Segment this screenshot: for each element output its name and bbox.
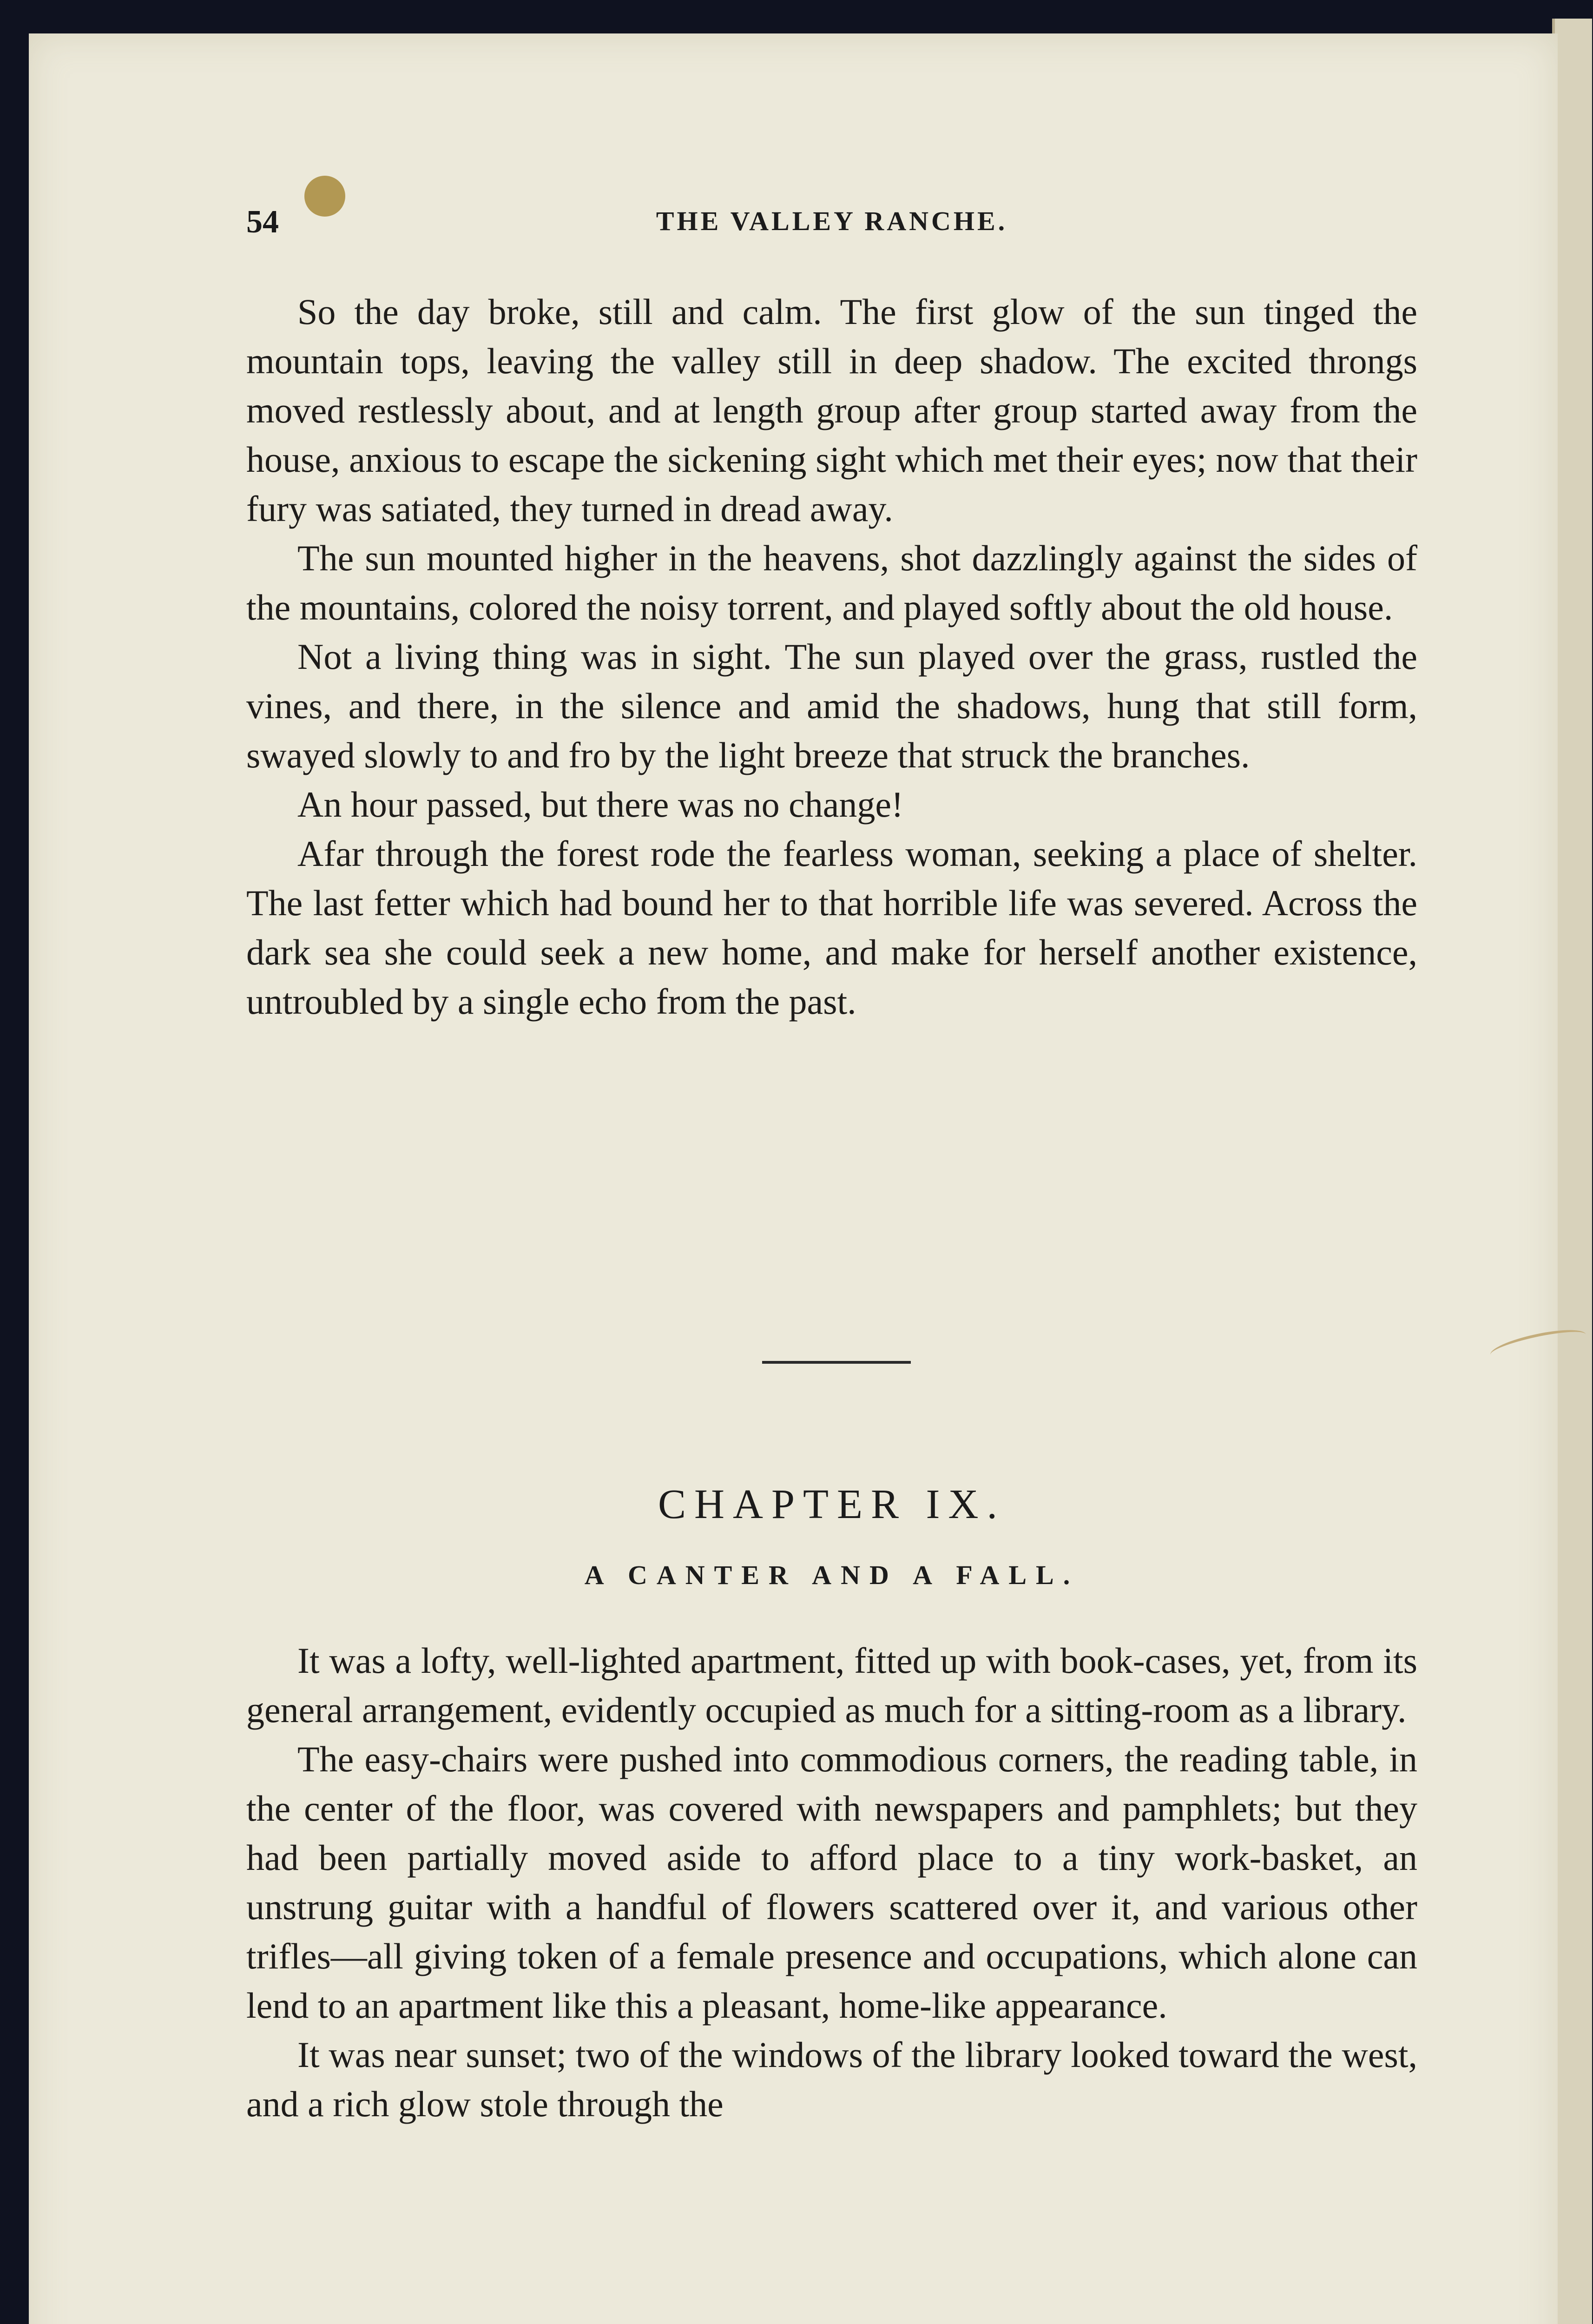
paragraph: So the day broke, still and calm. The first glow of the sun tinged the mountain tops, leaving the valley still in deep shadow. The excited throngs moved restlessly about, and at length group after group started away from the house, anxious to escape the sickening sight which met their eyes; now that their fury was satiated, they turned in dread away. [246,291,1417,529]
paragraph: It was a lofty, well-lighted apartment, fitted up with book-cases, yet, from its general arrangement, evidently occupied as much for a sitting-room as a library. [246,1640,1417,1730]
paragraph: It was near sunset; two of the windows of the library looked toward the west, and a rich glow stole through the [246,2034,1417,2124]
page-header [246,195,1417,251]
paragraph: An hour passed, but there was no change! [297,784,903,825]
page-number: 54 [246,204,279,240]
paragraph: Afar through the forest rode the fearless woman, seeking a place of shelter. The last fetter which had bound her to that horrible life was severed. Across the dark sea she could seek a new home, and make for herself another existence, untroubled by a single echo from the past. [246,833,1417,1022]
paragraph: The sun mounted higher in the heavens, shot dazzlingly against the sides of the mountains, colored the noisy torrent, and played softly about the old house. [246,538,1417,627]
body-text-section-1 [246,287,1417,1026]
section-divider [762,1361,911,1364]
page-edge [1552,19,1592,2324]
chapter-subtitle: A CANTER AND A FALL. [584,1560,1080,1590]
chapter-title: CHAPTER IX. [658,1481,1006,1527]
running-title: THE VALLEY RANCHE. [656,206,1008,236]
body-text-section-2 [246,1636,1417,2129]
paragraph: Not a living thing was in sight. The sun played over the grass, rustled the vines, and there, in the silence and amid the shadows, hung that still form, swayed slowly to and fro by the light breeze that struck the branches. [246,636,1417,775]
paragraph: The easy-chairs were pushed into commodious corners, the reading table, in the center of the floor, was covered with newspapers and pamphlets; but they had been partially moved aside to afford place to a tiny work-basket, an unstrung guitar with a handful of flowers scattered over it, and various other trifles—all giving token of a female presence and occupations, which alone can lend to an apartment like this a pleasant, home-like appearance. [246,1739,1417,2026]
